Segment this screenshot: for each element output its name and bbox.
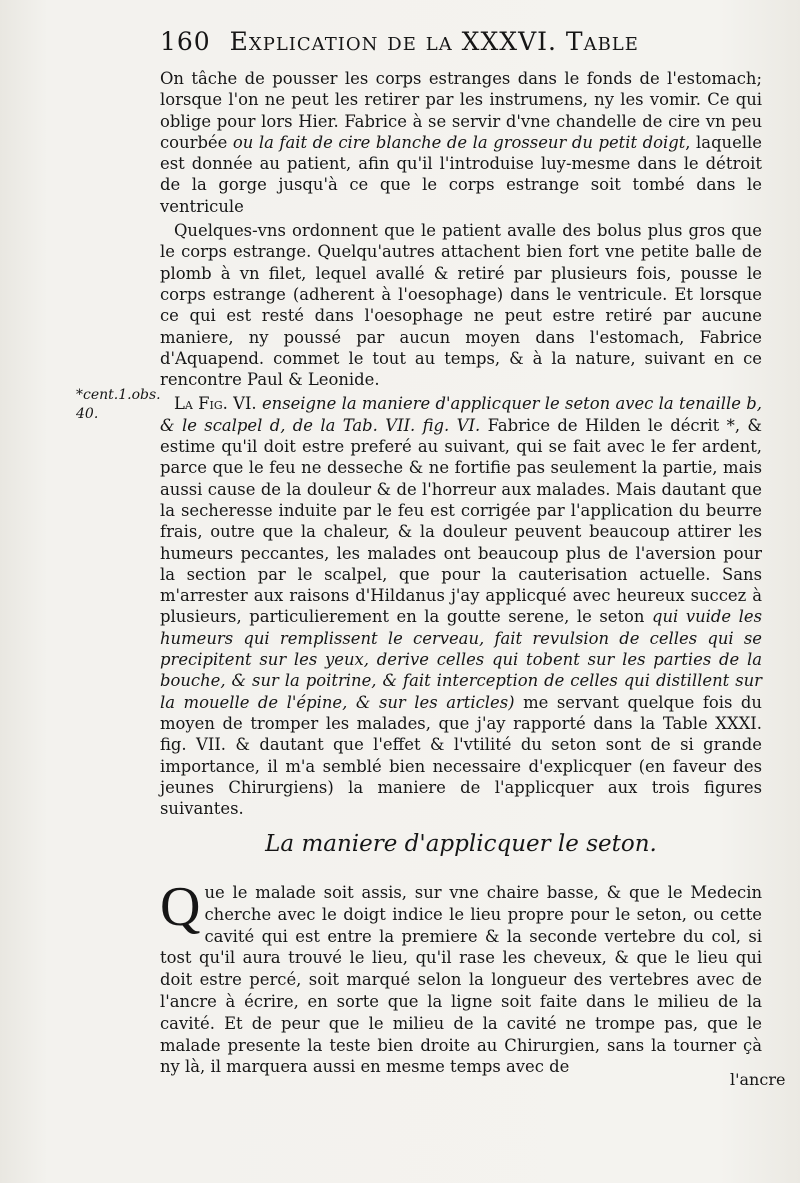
catchword: l'ancre [730,1070,786,1089]
paragraph-1-text: On tâche de pousser les corps estranges dans le fonds de l'estomach; lorsque l'on ne peut les retirer par les instrumens, ny les vomir. Ce qui oblige pour lors Hier. Fabrice à se servir d'vne chandelle de cire vn peu courbée [160,69,762,152]
paragraph-3-end: me servant quelque fois du moyen de tromper les malades, que j'ay rapporté dans la Table XXXI. fig. VII. & dautant que l'effet & l'vtilité du seton sont de si grande importance, il m'a semblé bien necessaire d'explicquer (en faveur des jeunes Chirurgiens) la maniere de l'applicquer aux trois figures suivantes. [160,692,762,819]
paragraph-3-italic-2: qui vuide les humeurs qui remplissent le cerveau, fait revulsion de celles qui se precipitent sur les yeux, derive celles qui tobent sur les parties de la bouche, & sur la poitrine, & fait interception de celles qui distillent sur la mouelle de l'épine, & sur les articles) [160,607,762,712]
paragraph-1-italic: ou la fait de cire blanche de la grosseur du petit doigt [232,132,686,152]
paragraph-1-end: , laquelle est donnée au patient, afin qu'il l'introduise luy-mesme dans le détroit de la gorge jusqu'à ce que le corps estrange soit tombé dans le ventricule [160,132,762,216]
running-title: Explication de la XXXVI. Table [229,27,639,56]
running-header [160,26,760,58]
paragraph-3-mid: Fabrice de Hilden le décrit *, & estime qu'il doit estre preferé au suivant, qui se fait avec le fer ardent, parce que le feu ne desseche & ne fortifie pas seulement la partie, mais aussi cause de la douleur & de l'horreur aux malades. Mais dautant que la secheresse induite par le feu est corrigée par l'application du beurre frais, outre que la chaleur, & la douleur peuvent beaucoup attirer les humeurs peccantes, les malades ont beaucoup plus de l'aversion pour la section par le scalpel, que pour la cauterisation actuelle. Sans m'arrester aux raisons d'Hildanus j'ay applicqué avec heureux succez à plusieurs, particulierement en la goutte serene, le seton [160,415,762,627]
paragraph-3-lead: La Fig. VI. [174,394,257,414]
paragraph-2: Quelques-vns ordonnent que le patient avalle des bolus plus gros que le corps estrange. Quelqu'autres attachent bien fort vne petite balle de plomb à vn filet, lequel avallé & retiré par plusieurs fois, pousse le corps estrange (adherent à l'oesophage) dans le ventricule. Et lorsque ce qui est resté dans l'oesophage ne peut estre retiré par aucune maniere, ny poussé par aucun moyen dans l'estomach, Fabrice d'Aquapend. commet le tout au temps, & à la nature, suivant en ce rencontre Paul & Leonide. [160,221,762,390]
section-paragraph: ue le malade soit assis, sur vne chaire basse, & que le Medecin cherche avec le doigt indice le lieu propre pour le seton, ou cette cavité qui est entre la premiere & la seconde vertebre du col, si tost qu'il aura trouvé le lieu, qu'il rase les cheveux, & que le lieu qui doit estre percé, soit marqué selon la longueur des vertebres avec de l'ancre à écrire, en sorte que la ligne soit faite dans le milieu de la cavité. Et de peur que le milieu de la cavité ne trompe pas, que le malade presente la teste bien droite au Chirurgien, sans la tourner çà ny là, il marquera aussi en mesme temps avec de [160,883,762,1077]
paragraph-1 [160,68,762,217]
section-title: La maniere d'applicquer le seton. [265,831,657,857]
paragraph-3 [160,393,762,819]
main-text [160,68,762,819]
margin-note: *cent.1.obs. 40. [76,387,161,422]
page-number: 160 [160,27,211,56]
drop-capital: Q [160,876,201,938]
section-text [160,876,762,1078]
paragraph-3-italic-1: enseigne la maniere d'applicquer le seton avec la tenaille b, & le scalpel d, de la Tab. VII. fig. VI. [160,394,762,435]
